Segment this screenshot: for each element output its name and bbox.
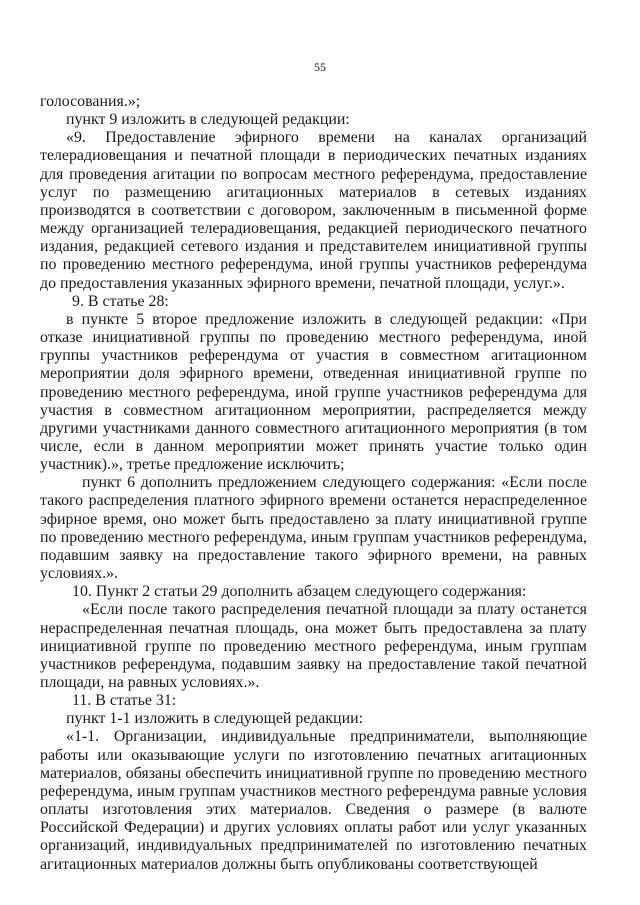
document-body (40, 93, 587, 874)
page-number: 55 (314, 60, 326, 74)
paragraph-10: пункт 1-1 изложить в следующей редакции: (66, 710, 363, 728)
paragraph-1: голосования.»; (40, 93, 141, 110)
paragraph-7: 10. Пункт 2 статьи 29 дополнить абзацем следующего содержания: (72, 583, 527, 601)
paragraph-6: пункт 6 дополнить предложением следующего содержания: «Если после такого распределения платного эфирного времени останется нераспределенное эфирное время, оно может быть предоставлено за плату инициативной группе по проведению местного референдума, иным группам участников референдума, подавшим заявку на предоставление такого эфирного времени, на равных условиях.». (40, 474, 587, 583)
paragraph-3: «9. Предоставление эфирного времени на каналах организаций телерадиовещания и печатной площади в периодических печатных изданиях для проведения агитации по вопросам местного референдума, предоставление услуг по размещению агитационных материалов в сетевых изданиях производятся в соответствии с договором, заключенным в письменной форме между организацией телерадиовещания, редакцией периодического печатного издания, редакцией сетевого издания и представителем инициативной группы по проведению местного референдума, иной группы участников референдума до предоставления указанных эфирного времени, печатной площади, услуг.». (40, 129, 587, 292)
paragraph-9: 11. В статье 31: (72, 692, 177, 710)
paragraph-8: «Если после такого распределения печатной площади за плату останется нераспределенная печатная площадь, она может быть предоставлена за плату инициативной группе по проведению местного референдума, иным группам участников референдума, подавшим заявку на предоставление такой печатной площади, на равных условиях.». (40, 601, 587, 691)
paragraph-4: 9. В статье 28: (72, 292, 169, 310)
paragraph-5: в пункте 5 второе предложение изложить в следующей редакции: «При отказе инициативной группы по проведению местного референдума, иной группы участников референдума от участия в совместном агитационном мероприятии доля эфирного времени, отведенная инициативной группе по проведению местного референдума, иной группе участников референдума для участия в совместном агитационном мероприятии, распределяется между другими участниками данного совместного агитационного мероприятия (в том числе, если в данном мероприятии может принять участие только один участник).», третье предложение исключить; (40, 310, 587, 474)
paragraph-2: пункт 9 изложить в следующей редакции: (66, 111, 350, 129)
paragraph-11: «1-1. Организации, индивидуальные предприниматели, выполняющие работы или оказывающие услуги по изготовлению печатных агитационных материалов, обязаны обеспечить инициативной группе по проведению местного референдума, иным группам участников местного референдума равные условия оплаты изготовления этих материалов. Сведения о размере (в валюте Российской Федерации) и других условиях оплаты работ или услуг указанных организаций, индивидуальных предпринимателей по изготовлению печатных агитационных материалов должны быть опубликованы соответствующей (40, 728, 587, 873)
